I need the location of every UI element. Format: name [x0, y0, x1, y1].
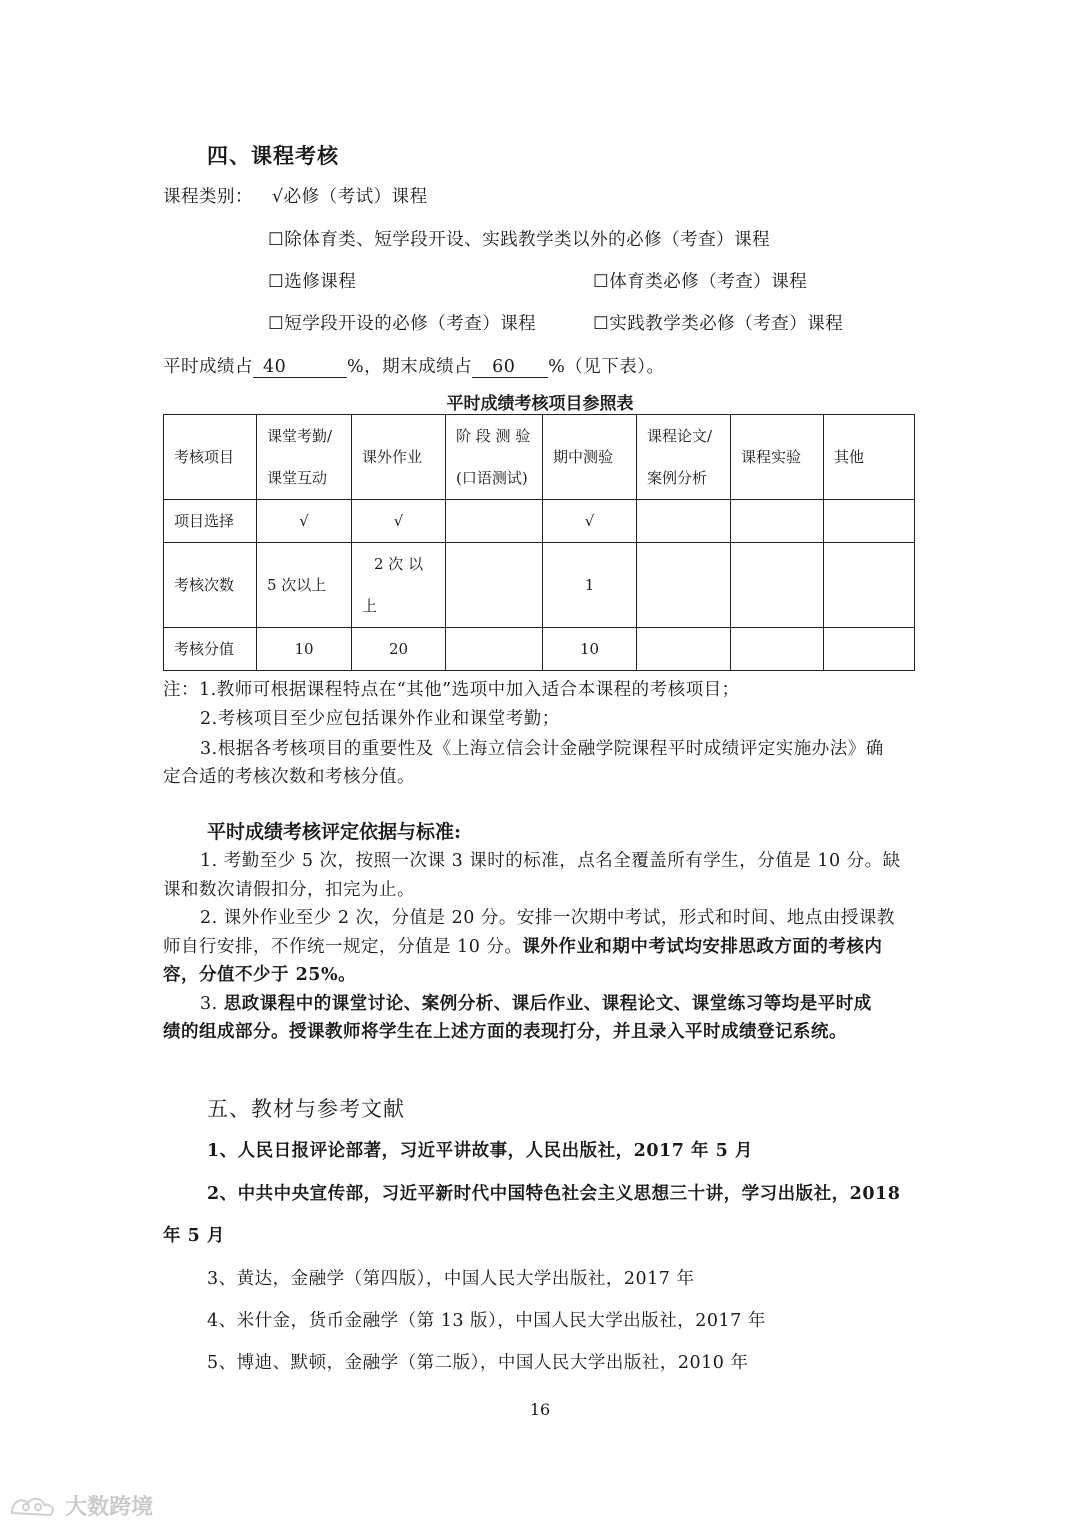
reference-3: 3、黄达，金融学（第四版），中国人民大学出版社，2017 年: [207, 1269, 695, 1289]
note-2: 2.考核项目至少应包括课外作业和课堂考勤；: [200, 709, 560, 729]
row-label: 考核分值: [164, 628, 257, 671]
cell-stage-score: [446, 628, 543, 671]
row-label: 考核次数: [164, 543, 257, 628]
section-5-title: 五、教材与参考文献: [207, 1097, 405, 1121]
option-required-check-other: ☐除体育类、短学段开设、实践教学类以外的必修（考查）课程: [268, 230, 771, 250]
criteria-title: 平时成绩考核评定依据与标准:: [207, 821, 462, 843]
cell-attendance-score: 10: [257, 628, 352, 671]
cell-paper-count: [637, 543, 731, 628]
note-3a: 3.根据各考核项目的重要性及《上海立信会计金融学院课程平时成绩评定实施办法》确: [200, 739, 884, 759]
note-1: 注：1.教师可根据课程特点在“其他”选项中加入适合本课程的考核项目；: [163, 680, 740, 700]
cell-paper-selected: [637, 500, 731, 543]
criteria-p1a: 1. 考勤至少 5 次，按照一次课 3 课时的标准，点名全覆盖所有学生，分值是 10 分。缺: [200, 851, 901, 871]
cell-midterm-score: 10: [543, 628, 637, 671]
cell-other-score: [824, 628, 915, 671]
header-item: 考核项目: [164, 415, 257, 500]
criteria-p3b: 绩的组成部分。授课教师将学生在上述方面的表现打分，并且录入平时成绩登记系统。: [163, 1022, 847, 1042]
ratio-middle: %，期末成绩占: [347, 357, 473, 377]
cell-homework-score: 20: [352, 628, 446, 671]
cell-experiment-selected: [731, 500, 824, 543]
header-stage-test: 阶 段 测 验 (口语测试): [446, 415, 543, 500]
header-paper: 课程论文/ 案例分析: [637, 415, 731, 500]
cell-attendance-count: 5 次以上: [257, 543, 352, 628]
row-label: 项目选择: [164, 500, 257, 543]
cell-stage-count: [446, 543, 543, 628]
table-row-score: [164, 628, 915, 671]
cell-midterm-selected: √: [543, 500, 637, 543]
assessment-table: [163, 414, 915, 671]
criteria-p2b: 师自行安排，不作统一规定，分值是 10 分。课外作业和期中考试均安排思政方面的考核内: [163, 937, 883, 957]
cell-homework-count: 2 次 以 上: [352, 543, 446, 628]
cell-experiment-count: [731, 543, 824, 628]
cell-midterm-count: 1: [543, 543, 637, 628]
option-practice-required: ☐实践教学类必修（考查）课程: [593, 314, 844, 334]
regular-grade-value: 40: [253, 358, 347, 378]
header-attendance: 课堂考勤/ 课堂互动: [257, 415, 352, 500]
reference-2a: 2、中共中央宣传部，习近平新时代中国特色社会主义思想三十讲，学习出版社，2018: [207, 1184, 901, 1204]
table-title: 平时成绩考核项目参照表: [446, 394, 634, 414]
final-grade-value: 60: [472, 358, 548, 378]
watermark-logo-icon: [8, 1493, 60, 1519]
criteria-p3a: 3. 思政课程中的课堂讨论、案例分析、课后作业、课程论文、课堂练习等均是平时成: [200, 994, 872, 1014]
reference-4: 4、米什金，货币金融学（第 13 版），中国人民大学出版社，2017 年: [207, 1311, 766, 1331]
option-pe-required: ☐体育类必修（考查）课程: [593, 272, 808, 292]
header-experiment: 课程实验: [731, 415, 824, 500]
option-elective: ☐选修课程: [268, 272, 357, 292]
page-number: 16: [529, 1400, 551, 1419]
reference-5: 5、博迪、默顿，金融学（第二版），中国人民大学出版社，2010 年: [207, 1353, 749, 1373]
reference-1: 1、人民日报评论部著，习近平讲故事，人民出版社，2017 年 5 月: [207, 1141, 753, 1161]
table-header-row: [164, 415, 915, 500]
criteria-p2c: 容，分值不少于 25%。: [163, 965, 357, 985]
table-row-count: [164, 543, 915, 628]
section-4-title: 四、课程考核: [207, 143, 339, 168]
option-short-term-required: ☐短学段开设的必修（考查）课程: [268, 314, 537, 334]
header-midterm: 期中测验: [543, 415, 637, 500]
watermark: [8, 1490, 153, 1521]
cell-homework-selected: √: [352, 500, 446, 543]
cell-paper-score: [637, 628, 731, 671]
option-required-exam: √必修（考试）课程: [272, 187, 428, 207]
table-row-selection: [164, 500, 915, 543]
ratio-suffix: %（见下表）。: [548, 357, 665, 377]
header-homework: 课外作业: [352, 415, 446, 500]
cell-other-count: [824, 543, 915, 628]
ratio-prefix: 平时成绩占: [163, 357, 253, 377]
header-other: 其他: [824, 415, 915, 500]
cell-experiment-score: [731, 628, 824, 671]
note-3b: 定合适的考核次数和考核分值。: [163, 767, 415, 787]
cell-attendance-selected: √: [257, 500, 352, 543]
course-category-label: 课程类别：: [163, 187, 253, 207]
cell-other-selected: [824, 500, 915, 543]
grade-ratio-line: [163, 353, 665, 378]
criteria-p2a: 2. 课外作业至少 2 次，分值是 20 分。安排一次期中考试，形式和时间、地点由授课教: [200, 908, 895, 928]
cell-stage-selected: [446, 500, 543, 543]
reference-2b: 年 5 月: [163, 1226, 225, 1246]
criteria-p1b: 课和数次请假扣分，扣完为止。: [163, 880, 415, 900]
watermark-text: 大数跨境: [65, 1495, 154, 1520]
